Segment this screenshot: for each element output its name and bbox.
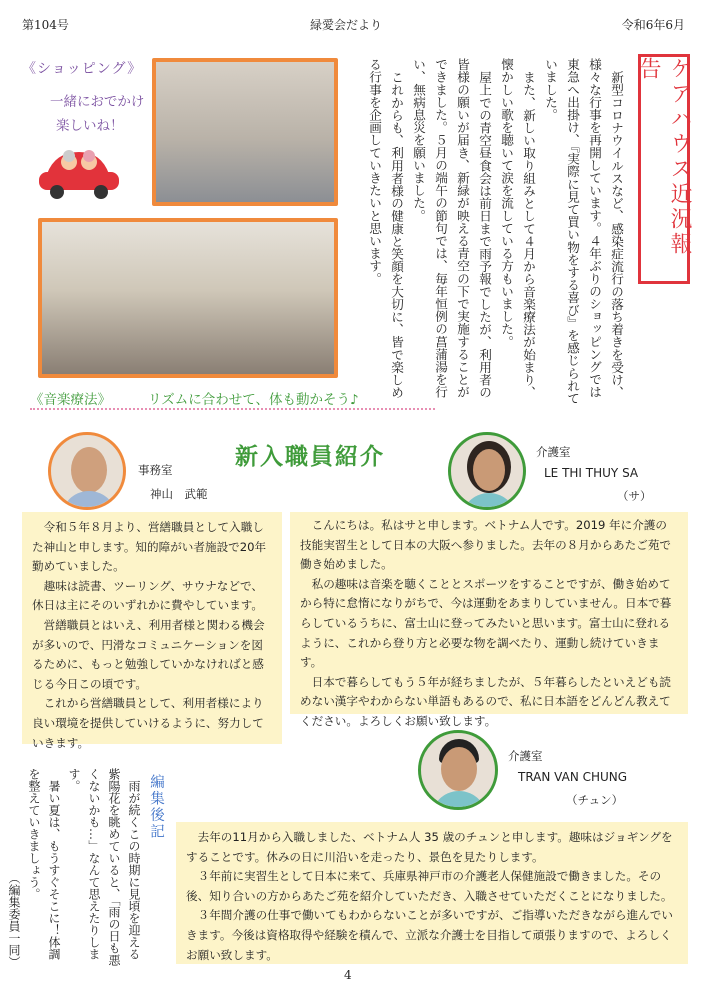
music-therapy-photo bbox=[38, 218, 338, 378]
staff-nickname: （チュン） bbox=[566, 793, 624, 807]
staff-name: 神山 武範 bbox=[150, 487, 208, 501]
shopping-title: 《ショッピング》 bbox=[22, 61, 143, 77]
issue-number: 第104号 bbox=[22, 18, 69, 32]
staff-photo-kamiyama bbox=[48, 432, 126, 510]
report-body: 新型コロナウイルスなど、感染症流行の落ち着きを受け、様々な行事を再開しています。４年ぶりのショッピングでは東急へ出掛け、『実際に見て買い物をする喜び』を感じられていました。 また、新しい取り組みとして４月から音楽療法が始まり、懐かしい歌を聴いて涙を流している方もいました。 屋上での青空昼食会は前日まで雨予報でしたが、利用者の皆様の願いが届き、新緑が映える青空の下で実施することができました。５月の端午の節句では、毎年恒例の菖蒲湯を行い、無病息災を願いました。 これからも、利用者様の健康と笑顔を大切に、皆で楽しめる行事を企画していきたいと思います。 bbox=[367, 58, 624, 405]
car-illustration bbox=[35, 142, 123, 200]
staff-section-title: 新入職員紹介 bbox=[235, 444, 385, 470]
music-title: 《音楽療法》 bbox=[30, 392, 111, 408]
staff-name: LE THI THUY SA bbox=[544, 466, 639, 480]
staff-dept: 事務室 bbox=[138, 463, 173, 477]
flower-border bbox=[30, 408, 435, 416]
newsletter-title: 緑愛会だより bbox=[310, 18, 383, 32]
music-caption: リズムに合わせて、体も動かそう♪ bbox=[148, 392, 359, 408]
editor-note-title: 編集後記 bbox=[148, 774, 164, 840]
staff-name: TRAN VAN CHUNG bbox=[518, 770, 628, 784]
staff-nickname: （サ） bbox=[617, 489, 652, 503]
staff-box-kamiyama: 令和５年８月より、営繕職員として入職した神山と申します。知的障がい者施設で20年勤めていました。 趣味は読書、ツーリング、サウナなどで、休日は主にそのいずれかに費やしています。 営繕職員とはいえ、利用者様と関わる機会が多いので、円滑なコミュニケーションを図るために、もっと勉強していかなければと感じる今日この頃です。 これから営繕職員として、利用者様により良い環境を提供していけるように、努力していきます。 bbox=[22, 512, 282, 744]
issue-date: 令和6年6月 bbox=[621, 18, 685, 32]
staff-box-sa: こんにちは。私はサと申します。ベトナム人です。2019 年に介護の技能実習生として日本の大阪へ参りました。去年の８月からあたご苑で働き始めました。 私の趣味は音楽を聴くこととスポーツをすることですが、働き始めてから特に怠惰になりがちで、今は運動をあまりしていません。日本で暮らしているうちに、富士山に登ってみたいと思います。富士山に登れるように、これから登り方と必要な物を調べたり、運動し続けていきます。 日本で暮らしてもう５年が経ちましたが、５年暮らしたといえども読めない漢字やわからない単語もあるので、私に日本語をどんどん教えてください。よろしくお願い致します。 bbox=[290, 512, 688, 714]
page-number: 4 bbox=[344, 968, 352, 982]
staff-photo-chung bbox=[418, 730, 498, 810]
report-title: ケアハウス近況報告 bbox=[636, 57, 692, 257]
report-title-box bbox=[638, 54, 690, 284]
staff-photo-sa bbox=[448, 432, 526, 510]
shopping-caption: 一緒におでかけ 楽しいね！ bbox=[50, 94, 145, 134]
staff-dept: 介護室 bbox=[536, 445, 571, 459]
shopping-photo bbox=[152, 58, 338, 206]
staff-box-chung: 去年の11月から入職しました、ベトナム人 35 歳のチュンと申します。趣味はジョギングをすることです。休みの日に川沿いを走ったり、景色を見たりします。 ３年前に実習生として日本に来て、兵庫県神戸市の介護老人保健施設で働きました。その後、知り合いの方からあたご苑を紹介していただき、入職させていただくことになりました。 ３年間介護の仕事で働いてもわからないことが多いですが、ご指導いただきながら進んでいきます。今後は資格取得や経験を積んで、立派な介護士を目指して頑張りますので、よろしくお願い致します。 bbox=[176, 822, 688, 964]
editor-note-body: 雨が続くこの時期に見頃を迎える紫陽花を眺めていると、「雨の日も悪くないかも…」なんて思えたりします。 暑い夏は、もうすぐそこに！体調を整えていきましょう。 （編集委員一同） bbox=[7, 768, 141, 968]
staff-dept: 介護室 bbox=[508, 749, 543, 763]
